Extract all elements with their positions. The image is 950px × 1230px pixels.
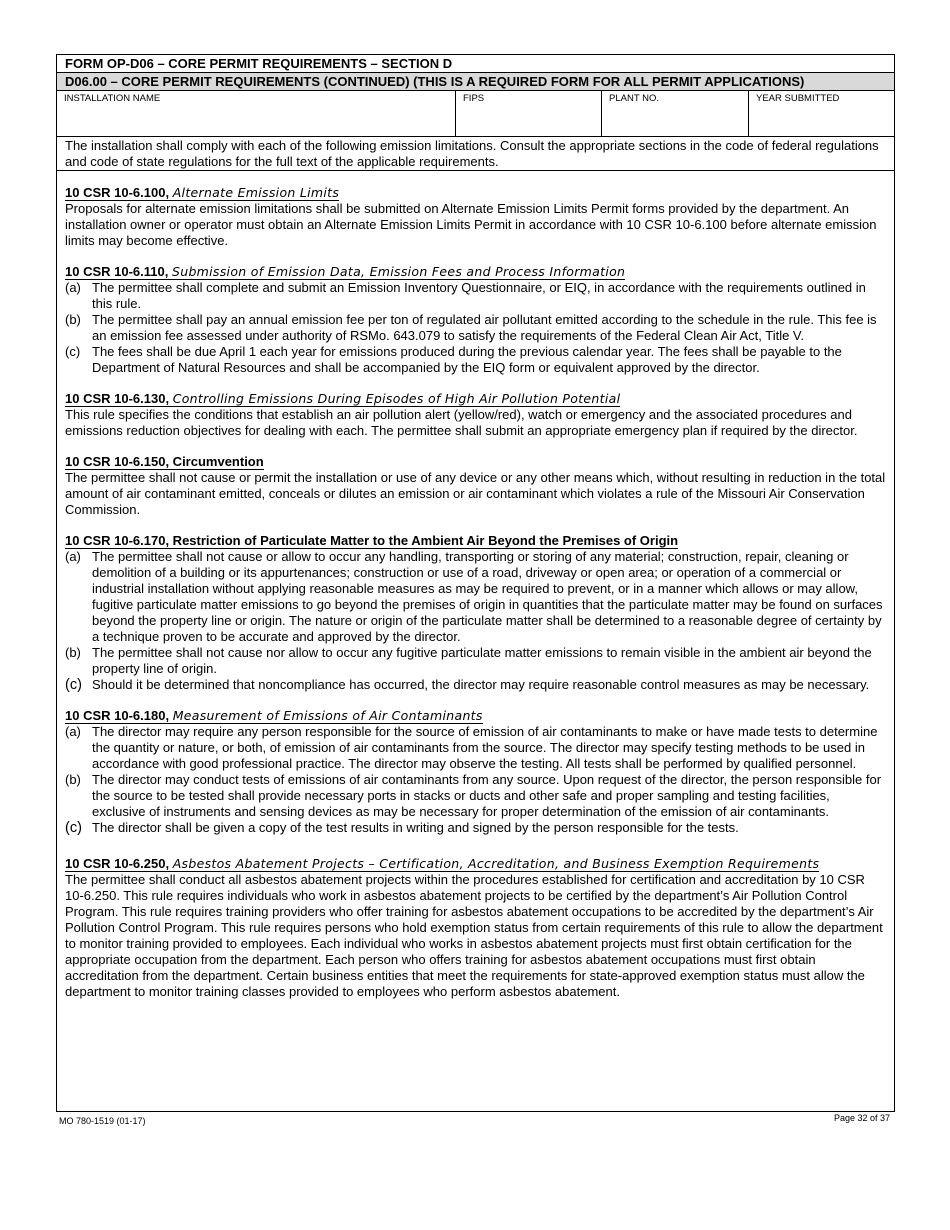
page-number: Page 32 of 37: [834, 1113, 891, 1123]
regulations-body: [57, 171, 894, 1000]
item-text: Should it be determined that noncompliance has occurred, the director may require reasonable control measures as may be necessary.: [92, 677, 870, 692]
item-label: (c): [65, 820, 82, 836]
section-6-150: [65, 454, 886, 518]
section-heading: [65, 454, 264, 470]
item-text: The permittee shall not cause nor allow to occur any fugitive particulate matter emissions to remain visible in the ambient air beyond the property line of origin.: [92, 645, 872, 676]
intro-text: The installation shall comply with each of the following emission limitations. Consult the appropriate sections in the code of federal regulations and code of state regulations for the full text of the applicable requirements.: [57, 137, 894, 171]
section-title: 10 CSR 10-6.170, Restriction of Particulate Matter to the Ambient Air Beyond the Premises of Origin: [65, 533, 679, 548]
section-6-130: [65, 391, 886, 439]
item-text: The permittee shall not cause or allow to occur any handling, transporting or storing of any material; construction, repair, cleaning or demolition of a building or its appurtenances; construction or use of a road, driveway or open area; or operation of a commercial or industrial installation without applying reasonable measures as may be required to prevent, or in a manner which allows or may allow, fugitive particulate matter emissions to go beyond the premises of origin in quantities that the particulate matter may be found on surfaces beyond the property line or origin. The nature or origin of the particulate matter shall be determined to a reasonable degree of certainty by a technique proven to be accurate and approved by the director.: [92, 549, 883, 644]
item-label: (c): [65, 677, 82, 693]
section-heading: [65, 708, 483, 724]
section-text: The permittee shall conduct all asbestos abatement projects within the procedures established for certification and accreditation by 10 CSR 10-6.250. This rule requires individuals who work in asbestos abatement projects to be certified by the department’s Air Pollution Control Program. This rule requires training providers who offer training for asbestos abatement occupations to be accredited by the department’s Air Pollution Control Program. This rule requires persons who hold exemption status from certain requirements of this rule to allow the department to monitor training provided to employees. Each individual who works in asbestos abatement projects must first obtain certification for the appropriate occupation from the department. Each person who offers training for asbestos abatement occupations must first obtain accreditation from the department. Certain business entities that meet the requirements for state-approved exemption status must allow the department to monitor training classes provided to employees who perform asbestos abatement.: [65, 872, 883, 999]
list-item: [65, 677, 886, 693]
list-item: [65, 772, 886, 820]
section-code: 10 CSR 10-6.250,: [65, 856, 170, 871]
section-name: Controlling Emissions During Episodes of High Air Pollution Potential: [172, 391, 621, 406]
item-label: (b): [65, 312, 81, 327]
section-heading: [65, 185, 339, 201]
permit-form: [56, 54, 895, 1112]
section-name: Asbestos Abatement Projects – Certification, Accreditation, and Business Exemption Requirements: [172, 856, 820, 871]
item-label: (b): [65, 772, 81, 787]
form-number: MO 780-1519 (01-17): [59, 1116, 146, 1126]
year-submitted-field[interactable]: [749, 91, 894, 136]
section-heading: [65, 533, 678, 549]
item-label: (c): [65, 344, 81, 359]
section-code: 10 CSR 10-6.130,: [65, 391, 170, 406]
list-item: [65, 820, 886, 836]
item-label: (b): [65, 645, 81, 660]
section-heading: [65, 264, 625, 280]
item-text: The permittee shall pay an annual emission fee per ton of regulated air pollutant emitted according to the schedule in the rule. This fee is an emission fee assessed under authority of RSMo. 643.079 to satisfy the requirements of the Federal Clean Air Act, Title V.: [92, 312, 877, 343]
form-title: FORM OP-D06 – CORE PERMIT REQUIREMENTS – SECTION D: [57, 55, 894, 73]
section-name: Measurement of Emissions of Air Contaminants: [172, 708, 483, 723]
list-item: [65, 312, 886, 344]
item-label: (a): [65, 280, 81, 295]
section-text: This rule specifies the conditions that establish an air pollution alert (yellow/red), watch or emergency and the associated procedures and emissions reduction objectives for dealing with each. The permittee shall submit an appropriate emergency plan if required by the director.: [65, 407, 858, 438]
section-code: 10 CSR 10-6.180,: [65, 708, 170, 723]
installation-name-label: INSTALLATION NAME: [64, 93, 161, 104]
section-6-250: [65, 856, 886, 1000]
form-subtitle: D06.00 – CORE PERMIT REQUIREMENTS (CONTINUED) (THIS IS A REQUIRED FORM FOR ALL PERMIT APPLICATIONS): [57, 73, 894, 91]
fips-label: FIPS: [463, 93, 485, 104]
item-text: The director shall be given a copy of the test results in writing and signed by the person responsible for the tests.: [92, 820, 739, 835]
section-6-100: [65, 185, 886, 249]
plant-no-field[interactable]: [602, 91, 749, 136]
year-submitted-label: YEAR SUBMITTED: [756, 93, 840, 104]
section-heading: [65, 391, 620, 407]
list-item: [65, 549, 886, 645]
list-item: [65, 645, 886, 677]
section-6-110: [65, 264, 886, 376]
section-title: 10 CSR 10-6.150, Circumvention: [65, 454, 264, 469]
section-6-180: [65, 708, 886, 836]
item-label: (a): [65, 724, 81, 739]
item-text: The director may require any person responsible for the source of emission of air contaminants to make or have made tests to determine the quantity or nature, or both, of emission of air contaminants from the source. The director may specify testing methods to be used in accordance with good professional practice. The director may observe the testing. All tests shall be performed by qualified personnel.: [92, 724, 878, 771]
item-text: The permittee shall complete and submit an Emission Inventory Questionnaire, or EIQ, in accordance with the requirements outlined in this rule.: [92, 280, 866, 311]
item-text: The fees shall be due April 1 each year for emissions produced during the previous calendar year. The fees shall be payable to the Department of Natural Resources and shall be accompanied by the EIQ form or equivalent approved by the director.: [92, 344, 842, 375]
installation-name-field[interactable]: [57, 91, 456, 136]
section-code: 10 CSR 10-6.100,: [65, 185, 170, 200]
section-6-170: [65, 533, 886, 693]
section-text: Proposals for alternate emission limitations shall be submitted on Alternate Emission Limits Permit forms provided by the department. An installation owner or operator must obtain an Alternate Emission Limits Permit in accordance with 10 CSR 10-6.100 before alternate emission limits may become effective.: [65, 201, 877, 248]
list-item: [65, 344, 886, 376]
fips-field[interactable]: [456, 91, 602, 136]
installation-fields: [57, 91, 894, 137]
item-label: (a): [65, 549, 81, 564]
plant-no-label: PLANT NO.: [609, 93, 659, 104]
list-item: [65, 280, 886, 312]
section-code: 10 CSR 10-6.110,: [65, 264, 169, 279]
section-heading: [65, 856, 819, 872]
list-item: [65, 724, 886, 772]
section-name: Submission of Emission Data, Emission Fees and Process Information: [171, 264, 626, 279]
item-text: The director may conduct tests of emissions of air contaminants from any source. Upon request of the director, the person responsible for the source to be tested shall provide necessary ports in stacks or ducts and other safe and proper sampling and testing facilities, exclusive of instruments and sensing devices as may be necessary for proper determination of the emission of air contaminants.: [92, 772, 882, 819]
section-text: The permittee shall not cause or permit the installation or use of any device or any other means which, without resulting in reduction in the total amount of air contaminant emitted, conceals or dilutes an emission or air contaminant which violates a rule of the Missouri Air Conservation Commission.: [65, 470, 886, 517]
section-name: Alternate Emission Limits: [172, 185, 340, 200]
